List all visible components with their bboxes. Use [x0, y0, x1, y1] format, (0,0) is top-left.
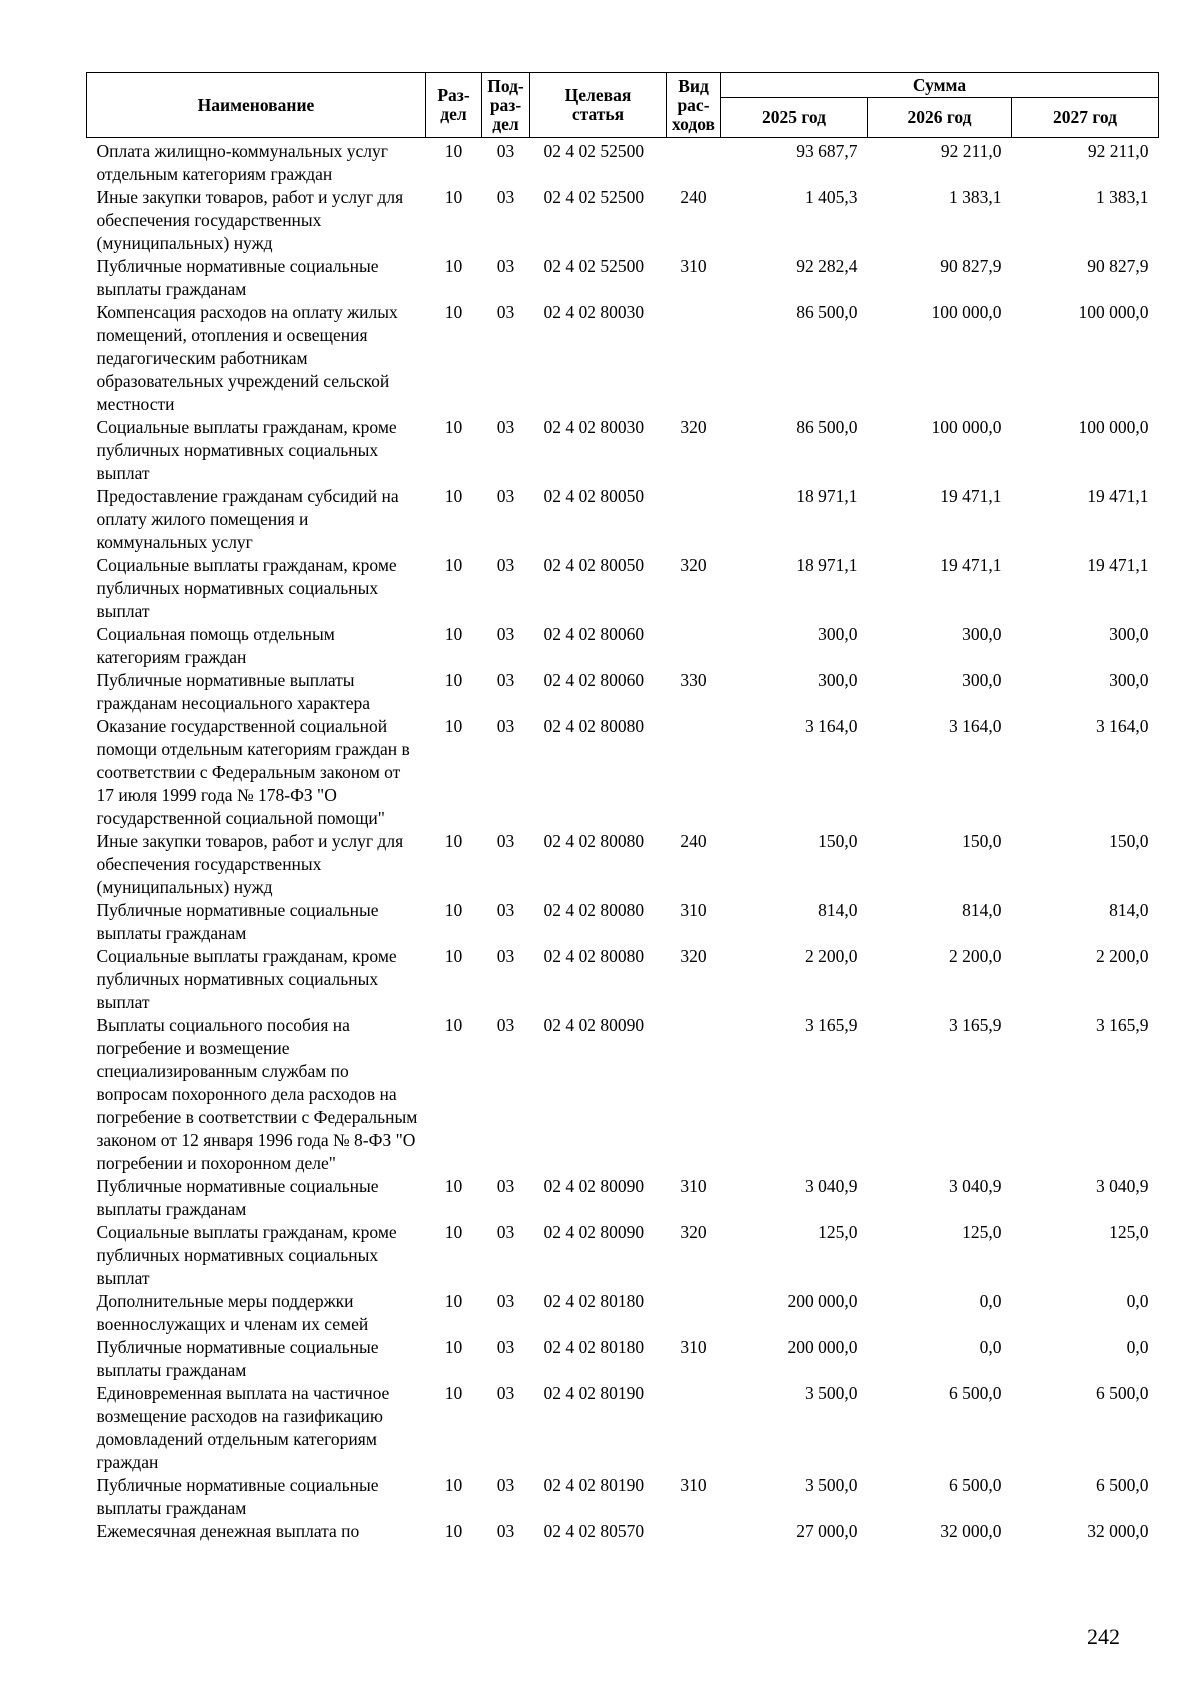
table-row [87, 138, 1159, 187]
cell-sum-2026: 300,0 [962, 624, 1002, 644]
header-razdel: Раз- дел [426, 73, 482, 138]
cell-sum-2025: 18 971,1 [796, 555, 858, 575]
cell-sum-2027: 3 040,9 [1096, 1176, 1149, 1196]
header-year-2025: 2025 год [721, 98, 868, 138]
cell-sum-2025: 300,0 [818, 624, 858, 644]
cell-podrazdel: 03 [496, 670, 515, 690]
table-row [87, 416, 1159, 485]
table-row [87, 1336, 1159, 1382]
cell-sum-2025: 86 500,0 [796, 302, 858, 322]
cell-vid-rashodov: 330 [680, 670, 707, 690]
table-row [87, 1474, 1159, 1520]
cell-razdel: 10 [444, 1015, 463, 1035]
cell-sum-2027: 3 164,0 [1096, 716, 1149, 736]
table-row [87, 945, 1159, 1014]
cell-sum-2027: 0,0 [1126, 1291, 1149, 1311]
cell-vid-rashodov [667, 301, 721, 416]
cell-celevaya-statya: 02 4 02 80570 [543, 1521, 645, 1541]
cell-razdel: 10 [444, 187, 463, 207]
cell-sum-2026: 100 000,0 [931, 302, 1002, 322]
cell-sum-2025: 200 000,0 [787, 1337, 858, 1357]
cell-vid-rashodov [667, 1014, 721, 1175]
header-summa: Сумма [721, 73, 1159, 98]
cell-podrazdel: 03 [496, 141, 515, 161]
cell-sum-2025: 92 282,4 [796, 256, 858, 276]
cell-podrazdel: 03 [496, 486, 515, 506]
cell-razdel: 10 [444, 1222, 463, 1242]
cell-sum-2027: 1 383,1 [1096, 187, 1149, 207]
cell-razdel: 10 [444, 716, 463, 736]
cell-sum-2025: 86 500,0 [796, 417, 858, 437]
cell-celevaya-statya: 02 4 02 80030 [543, 417, 645, 437]
cell-celevaya-statya: 02 4 02 80090 [543, 1176, 645, 1196]
cell-name: Компенсация расходов на оплату жилых помещений, отопления и освещения педагогическим работникам образовательных учреждений сельской местности [96, 302, 398, 414]
cell-celevaya-statya: 02 4 02 80060 [543, 624, 645, 644]
cell-celevaya-statya: 02 4 02 80030 [543, 302, 645, 322]
table-row [87, 1175, 1159, 1221]
cell-razdel: 10 [444, 1475, 463, 1495]
cell-sum-2026: 125,0 [962, 1222, 1002, 1242]
cell-celevaya-statya: 02 4 02 80090 [543, 1222, 645, 1242]
cell-sum-2026: 6 500,0 [949, 1383, 1002, 1403]
cell-vid-rashodov: 320 [680, 1222, 707, 1242]
table-body [87, 138, 1159, 1544]
cell-celevaya-statya: 02 4 02 52500 [543, 256, 645, 276]
cell-celevaya-statya: 02 4 02 80080 [543, 831, 645, 851]
cell-celevaya-statya: 02 4 02 80050 [543, 555, 645, 575]
cell-sum-2027: 6 500,0 [1096, 1475, 1149, 1495]
cell-sum-2025: 814,0 [818, 900, 858, 920]
cell-podrazdel: 03 [496, 1222, 515, 1242]
cell-sum-2027: 32 000,0 [1087, 1521, 1149, 1541]
cell-podrazdel: 03 [496, 1337, 515, 1357]
cell-name: Публичные нормативные социальные выплаты гражданам [96, 900, 379, 943]
cell-podrazdel: 03 [496, 831, 515, 851]
cell-sum-2027: 100 000,0 [1078, 302, 1149, 322]
cell-podrazdel: 03 [496, 900, 515, 920]
table-row [87, 255, 1159, 301]
cell-celevaya-statya: 02 4 02 80180 [543, 1291, 645, 1311]
cell-sum-2027: 92 211,0 [1087, 141, 1149, 161]
cell-vid-rashodov: 310 [680, 1337, 707, 1357]
cell-razdel: 10 [444, 1337, 463, 1357]
table-row [87, 186, 1159, 255]
cell-name: Выплаты социального пособия на погребение и возмещение специализированным службам по вопросам похоронного дела расходов на погребение в соответствии с Федеральным законом от 12 января 1996 года № 8-ФЗ "О погребении и похоронном деле" [96, 1015, 418, 1173]
table-row [87, 623, 1159, 669]
cell-razdel: 10 [444, 946, 463, 966]
cell-name: Публичные нормативные выплаты гражданам несоциального характера [96, 670, 370, 713]
cell-sum-2027: 2 200,0 [1096, 946, 1149, 966]
budget-table [86, 72, 1159, 1543]
cell-vid-rashodov [667, 1382, 721, 1474]
cell-razdel: 10 [444, 1383, 463, 1403]
cell-sum-2025: 200 000,0 [787, 1291, 858, 1311]
cell-celevaya-statya: 02 4 02 80060 [543, 670, 645, 690]
cell-vid-rashodov: 320 [680, 555, 707, 575]
cell-sum-2025: 2 200,0 [805, 946, 858, 966]
table-row [87, 669, 1159, 715]
cell-sum-2025: 125,0 [818, 1222, 858, 1242]
cell-podrazdel: 03 [496, 1475, 515, 1495]
cell-celevaya-statya: 02 4 02 80080 [543, 900, 645, 920]
cell-razdel: 10 [444, 486, 463, 506]
table-row [87, 1221, 1159, 1290]
cell-sum-2025: 1 405,3 [805, 187, 858, 207]
cell-sum-2026: 92 211,0 [940, 141, 1002, 161]
cell-sum-2026: 3 040,9 [949, 1176, 1002, 1196]
cell-name: Оплата жилищно-коммунальных услуг отдельным категориям граждан [96, 141, 388, 184]
cell-vid-rashodov [667, 715, 721, 830]
cell-sum-2026: 19 471,1 [940, 486, 1002, 506]
cell-podrazdel: 03 [496, 417, 515, 437]
cell-podrazdel: 03 [496, 1383, 515, 1403]
cell-sum-2025: 18 971,1 [796, 486, 858, 506]
header-podrazdel: Под- раз- дел [482, 73, 530, 138]
cell-razdel: 10 [444, 831, 463, 851]
cell-vid-rashodov: 310 [680, 900, 707, 920]
header-vid-rashodov: Вид рас- ходов [667, 73, 721, 138]
cell-sum-2027: 125,0 [1109, 1222, 1149, 1242]
table-row [87, 485, 1159, 554]
cell-sum-2027: 0,0 [1126, 1337, 1149, 1357]
cell-podrazdel: 03 [496, 946, 515, 966]
cell-name: Иные закупки товаров, работ и услуг для обеспечения государственных (муниципальных) нужд [96, 831, 404, 897]
cell-vid-rashodov: 310 [680, 1475, 707, 1495]
header-year-2026: 2026 год [868, 98, 1012, 138]
cell-name: Иные закупки товаров, работ и услуг для обеспечения государственных (муниципальных) нужд [96, 187, 404, 253]
cell-celevaya-statya: 02 4 02 52500 [543, 187, 645, 207]
cell-sum-2026: 150,0 [962, 831, 1002, 851]
cell-sum-2026: 300,0 [962, 670, 1002, 690]
cell-name: Социальные выплаты гражданам, кроме публичных нормативных социальных выплат [96, 946, 397, 1012]
cell-sum-2026: 6 500,0 [949, 1475, 1002, 1495]
cell-sum-2027: 19 471,1 [1087, 486, 1149, 506]
table-row [87, 1014, 1159, 1175]
cell-sum-2027: 150,0 [1109, 831, 1149, 851]
page-number: 242 [1087, 1624, 1120, 1649]
cell-vid-rashodov: 320 [680, 946, 707, 966]
cell-sum-2026: 3 164,0 [949, 716, 1002, 736]
cell-razdel: 10 [444, 302, 463, 322]
header-celevaya-statya: Целевая статья [530, 73, 667, 138]
cell-sum-2025: 3 165,9 [805, 1015, 858, 1035]
cell-podrazdel: 03 [496, 302, 515, 322]
cell-sum-2027: 3 165,9 [1096, 1015, 1149, 1035]
cell-podrazdel: 03 [496, 1291, 515, 1311]
cell-vid-rashodov: 320 [680, 417, 707, 437]
cell-vid-rashodov [667, 1290, 721, 1336]
cell-name: Оказание государственной социальной помощи отдельным категориям граждан в соответствии с Федеральным законом от 17 июля 1999 года № 178-ФЗ "О государственной социальной помощи" [96, 716, 410, 828]
cell-celevaya-statya: 02 4 02 80190 [543, 1383, 645, 1403]
table-row [87, 715, 1159, 830]
table-row [87, 1382, 1159, 1474]
cell-celevaya-statya: 02 4 02 80190 [543, 1475, 645, 1495]
cell-sum-2026: 814,0 [962, 900, 1002, 920]
cell-sum-2026: 2 200,0 [949, 946, 1002, 966]
cell-name: Социальные выплаты гражданам, кроме публичных нормативных социальных выплат [96, 1222, 397, 1288]
table-row [87, 554, 1159, 623]
cell-sum-2027: 19 471,1 [1087, 555, 1149, 575]
cell-sum-2027: 6 500,0 [1096, 1383, 1149, 1403]
cell-podrazdel: 03 [496, 555, 515, 575]
cell-vid-rashodov [667, 623, 721, 669]
cell-sum-2026: 90 827,9 [940, 256, 1002, 276]
cell-sum-2026: 0,0 [979, 1291, 1002, 1311]
cell-razdel: 10 [444, 670, 463, 690]
cell-sum-2027: 300,0 [1109, 624, 1149, 644]
cell-podrazdel: 03 [496, 1521, 515, 1541]
cell-name: Публичные нормативные социальные выплаты гражданам [96, 1176, 379, 1219]
cell-sum-2025: 3 500,0 [805, 1383, 858, 1403]
cell-vid-rashodov [667, 138, 721, 187]
cell-sum-2027: 300,0 [1109, 670, 1149, 690]
cell-razdel: 10 [444, 256, 463, 276]
cell-razdel: 10 [444, 417, 463, 437]
cell-sum-2026: 100 000,0 [931, 417, 1002, 437]
cell-name: Дополнительные меры поддержки военнослужащих и членам их семей [96, 1291, 369, 1334]
table-row [87, 301, 1159, 416]
cell-razdel: 10 [444, 555, 463, 575]
cell-razdel: 10 [444, 1176, 463, 1196]
cell-name: Социальные выплаты гражданам, кроме публичных нормативных социальных выплат [96, 555, 397, 621]
cell-celevaya-statya: 02 4 02 80090 [543, 1015, 645, 1035]
cell-razdel: 10 [444, 624, 463, 644]
cell-sum-2027: 100 000,0 [1078, 417, 1149, 437]
cell-name: Социальная помощь отдельным категориям граждан [96, 624, 335, 667]
cell-sum-2025: 27 000,0 [796, 1521, 858, 1541]
cell-sum-2025: 3 500,0 [805, 1475, 858, 1495]
cell-razdel: 10 [444, 1291, 463, 1311]
cell-name: Публичные нормативные социальные выплаты гражданам [96, 1337, 379, 1380]
cell-sum-2025: 3 164,0 [805, 716, 858, 736]
cell-vid-rashodov [667, 1520, 721, 1543]
cell-sum-2026: 0,0 [979, 1337, 1002, 1357]
cell-podrazdel: 03 [496, 187, 515, 207]
cell-name: Социальные выплаты гражданам, кроме публичных нормативных социальных выплат [96, 417, 397, 483]
cell-vid-rashodov: 310 [680, 1176, 707, 1196]
cell-name: Единовременная выплата на частичное возмещение расходов на газификацию домовладений отдельным категориям граждан [96, 1383, 390, 1472]
cell-sum-2025: 300,0 [818, 670, 858, 690]
cell-sum-2026: 19 471,1 [940, 555, 1002, 575]
cell-razdel: 10 [444, 900, 463, 920]
cell-vid-rashodov: 310 [680, 256, 707, 276]
header-year-2027: 2027 год [1012, 98, 1159, 138]
cell-sum-2025: 3 040,9 [805, 1176, 858, 1196]
cell-name: Публичные нормативные социальные выплаты гражданам [96, 256, 379, 299]
cell-name: Публичные нормативные социальные выплаты гражданам [96, 1475, 379, 1518]
cell-name: Предоставление гражданам субсидий на оплату жилого помещения и коммунальных услуг [96, 486, 399, 552]
cell-celevaya-statya: 02 4 02 80080 [543, 716, 645, 736]
cell-sum-2025: 150,0 [818, 831, 858, 851]
cell-celevaya-statya: 02 4 02 80180 [543, 1337, 645, 1357]
cell-podrazdel: 03 [496, 1176, 515, 1196]
cell-sum-2026: 32 000,0 [940, 1521, 1002, 1541]
cell-podrazdel: 03 [496, 716, 515, 736]
cell-sum-2025: 93 687,7 [796, 141, 858, 161]
cell-sum-2026: 1 383,1 [949, 187, 1002, 207]
cell-podrazdel: 03 [496, 624, 515, 644]
cell-sum-2027: 90 827,9 [1087, 256, 1149, 276]
cell-sum-2027: 814,0 [1109, 900, 1149, 920]
cell-name: Ежемесячная денежная выплата по [96, 1521, 360, 1541]
table-header [87, 73, 1159, 138]
cell-celevaya-statya: 02 4 02 52500 [543, 141, 645, 161]
cell-vid-rashodov [667, 485, 721, 554]
cell-celevaya-statya: 02 4 02 80080 [543, 946, 645, 966]
cell-podrazdel: 03 [496, 256, 515, 276]
table-row [87, 1520, 1159, 1543]
cell-razdel: 10 [444, 1521, 463, 1541]
cell-podrazdel: 03 [496, 1015, 515, 1035]
cell-vid-rashodov: 240 [680, 831, 707, 851]
cell-razdel: 10 [444, 141, 463, 161]
table-row [87, 899, 1159, 945]
header-name: Наименование [87, 73, 426, 138]
cell-celevaya-statya: 02 4 02 80050 [543, 486, 645, 506]
cell-vid-rashodov: 240 [680, 187, 707, 207]
table-row [87, 1290, 1159, 1336]
cell-sum-2026: 3 165,9 [949, 1015, 1002, 1035]
table-row [87, 830, 1159, 899]
